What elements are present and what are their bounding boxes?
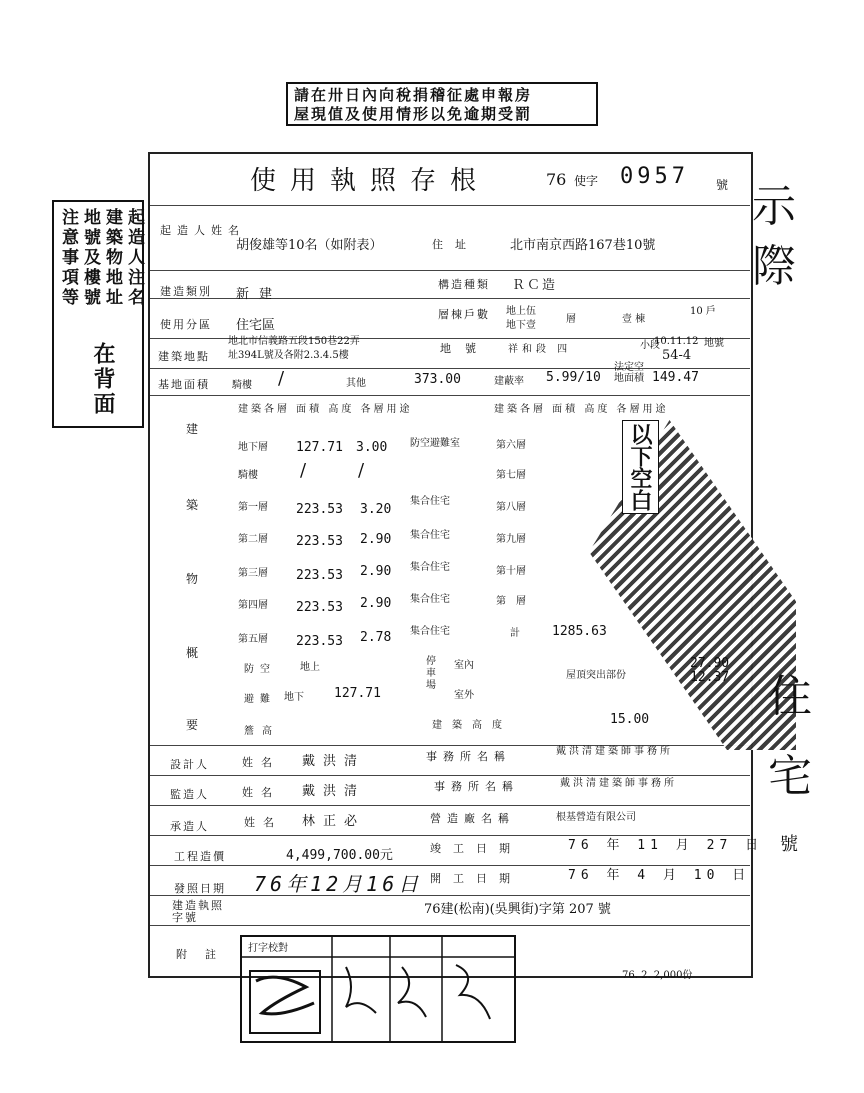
- floor-height: 3.20: [360, 502, 392, 517]
- designer-name-label: 姓名: [242, 756, 280, 769]
- floor-height: 2.90: [360, 596, 392, 611]
- designer-label: 設計人: [170, 758, 209, 771]
- structure-value: ＲＣ造: [512, 278, 558, 293]
- rule: [150, 395, 750, 396]
- supervisor-name-label: 姓名: [242, 786, 280, 799]
- signature-stamp-block: [240, 935, 516, 1043]
- floors-unit: 層: [566, 314, 576, 325]
- lot-suffix: 地號: [704, 338, 724, 349]
- shelter-label-2: 避難: [244, 694, 276, 705]
- right-floor-name: 第 層: [496, 596, 526, 607]
- floor-area: 223.53: [296, 600, 343, 615]
- rule: [150, 270, 750, 271]
- build-type-label: 建造類別: [160, 285, 212, 298]
- contractor-firm-label: 營造廠名稱: [430, 812, 515, 825]
- designer-office: 戴洪清建築師事務所: [556, 746, 673, 757]
- side-notice-col-4: 注意事項等: [58, 208, 78, 308]
- page-title: 使用執照存根: [250, 166, 491, 196]
- parking-outside: 室外: [454, 690, 474, 701]
- license-prefix: 使字: [574, 174, 599, 188]
- floor-height: 2.78: [360, 630, 392, 645]
- other-label: 其他: [346, 378, 366, 389]
- adjacent-char-5: 號: [780, 834, 798, 855]
- roof-value-1: 27.90: [690, 656, 730, 671]
- notice-line-1: 請在卅日內向稅捐稽征處申報房: [294, 86, 533, 104]
- total-value: 1285.63: [552, 624, 607, 639]
- floors-label: 層棟戶數: [438, 308, 490, 321]
- floor-name: 第四層: [238, 600, 268, 611]
- floor-height: /: [358, 460, 365, 481]
- contractor-firm: 根基營造有限公司: [556, 812, 636, 823]
- shelter-label-1: 防空: [244, 664, 276, 675]
- license-suffix: 號: [716, 178, 729, 192]
- rule: [150, 205, 750, 206]
- shelter-above: 地上: [300, 662, 320, 673]
- contractor-name-label: 姓名: [244, 816, 282, 829]
- floor-name: 騎樓: [238, 470, 258, 481]
- floor-use: 集合住宅: [410, 530, 450, 541]
- adjacent-char-4: 宅: [768, 751, 812, 802]
- contractor-label: 承造人: [170, 820, 209, 833]
- floor-name: 第一層: [238, 502, 268, 513]
- owner-value: 胡俊雄等10名（如附表）: [236, 238, 383, 253]
- floor-area: 223.53: [296, 534, 343, 549]
- section-label-5: 要: [186, 718, 199, 732]
- floor-use: 集合住宅: [410, 496, 450, 507]
- floor-use: 集合住宅: [410, 626, 450, 637]
- right-floor-name: 第七層: [496, 470, 526, 481]
- parking-label: 停車場: [426, 656, 436, 691]
- right-floor-name: 第十層: [496, 566, 526, 577]
- build-type-value: 新建: [236, 287, 283, 302]
- right-floor-name: 第六層: [496, 440, 526, 451]
- floor-height: 2.90: [360, 532, 392, 547]
- typist-label: 打字校對: [248, 943, 288, 954]
- right-floor-name: 第八層: [496, 502, 526, 513]
- rule: [150, 925, 750, 926]
- floors-above: 地上伍: [506, 306, 536, 317]
- notice-line-2: 屋現值及使用情形以免逾期受罰: [294, 105, 533, 123]
- floor-use: 防空避難室: [410, 438, 460, 449]
- supervisor-name: 戴洪清: [302, 784, 366, 799]
- floor-area: 223.53: [296, 568, 343, 583]
- floor-area: 223.53: [296, 634, 343, 649]
- location-value: 地北市信義路五段150巷22弄: [228, 336, 360, 347]
- open-area-label: 法定空地面積: [614, 362, 644, 384]
- remarks-label: 附註: [176, 948, 234, 961]
- floor-height: 3.00: [356, 440, 388, 455]
- designer-office-label: 事務所名稱: [426, 750, 511, 763]
- permit-label: 建造執照字號: [172, 899, 224, 924]
- rule: [150, 368, 750, 369]
- supervisor-office-label: 事務所名稱: [434, 780, 519, 793]
- floor-name: 地下層: [238, 442, 268, 453]
- license-year: 76: [546, 170, 567, 189]
- designer-name: 戴洪清: [302, 754, 366, 769]
- adjacent-char-2: 際: [752, 241, 796, 292]
- buildings-count: 壹 棟: [622, 314, 646, 325]
- lot-number: 54-4: [662, 348, 692, 363]
- floor-height: 2.90: [360, 564, 392, 579]
- total-label: 計: [510, 628, 520, 639]
- building-height-value: 15.00: [610, 712, 650, 727]
- floor-area: 223.53: [296, 502, 343, 517]
- start-date: 76 年 4 月 10 日: [568, 868, 751, 883]
- open-area-value: 149.47: [652, 370, 699, 385]
- issue-date: 76年12月16日: [254, 872, 423, 896]
- roof-value-2: 12.37: [690, 670, 730, 685]
- coverage-value: 5.99/10: [546, 370, 601, 385]
- supervisor-office: 戴洪清建築師事務所: [560, 778, 677, 789]
- cost-label: 工程造價: [174, 850, 226, 863]
- lot-value: 祥和段 四: [508, 344, 572, 355]
- roof-label: 屋頂突出部份: [566, 670, 626, 681]
- floor-name: 第三層: [238, 568, 268, 579]
- lot-label: 地號: [440, 342, 490, 355]
- floor-use: 集合住宅: [410, 594, 450, 605]
- location-value-2: 址394L號及各附2.3.4.5樓: [228, 350, 349, 361]
- eave-label: 簷高: [244, 726, 280, 737]
- blank-stamp: 以下空白: [622, 420, 659, 514]
- right-floor-name: 第九層: [496, 534, 526, 545]
- adjacent-char-1: 示: [752, 181, 796, 232]
- blank-slash: /: [278, 368, 285, 389]
- zone-value: 住宅區: [236, 318, 276, 333]
- issue-label: 發照日期: [174, 882, 226, 895]
- shelter-below-value: 127.71: [334, 686, 381, 701]
- building-height-label: 建築高度: [432, 720, 512, 731]
- arcade-label: 騎樓: [232, 380, 252, 391]
- zone-label: 使用分區: [160, 318, 212, 331]
- parking-inside: 室內: [454, 660, 474, 671]
- floors-below: 地下壹: [506, 320, 536, 331]
- side-notice-col-3: 地號及樓號: [80, 208, 100, 308]
- address-value: 北市南京西路167巷10號: [510, 238, 656, 253]
- location-label: 建築地點: [158, 350, 210, 363]
- column-header-right: 建築各層 面積 高度 各層用途: [494, 404, 669, 415]
- license-number: 0957: [620, 164, 689, 189]
- permit-value: 76建(松南)(吳興街)字第 207 號: [424, 902, 611, 917]
- rule: [150, 805, 750, 806]
- owner-label: 起造人姓名: [160, 224, 245, 237]
- side-notice: [52, 200, 144, 428]
- shelter-below: 地下: [284, 692, 304, 703]
- adjacent-page-edge: [748, 150, 864, 870]
- rule: [150, 895, 750, 896]
- cost-value: 4,499,700.00元: [286, 848, 393, 863]
- coverage-label: 建蔽率: [494, 376, 524, 387]
- area-label: 基地面積: [158, 378, 210, 391]
- floor-use: 集合住宅: [410, 562, 450, 573]
- side-notice-stamp: 在背面: [90, 342, 116, 417]
- floor-area: 127.71: [296, 440, 343, 455]
- completion-label: 竣工日期: [430, 842, 522, 855]
- completion-date: 76 年 11 月 27 日: [568, 838, 764, 853]
- footer-code: 76. 2. 2,000份: [622, 970, 693, 981]
- lot-section: 小段: [640, 340, 660, 351]
- side-notice-col-2: 建築物地址: [102, 208, 122, 308]
- adjacent-char-3: 住: [768, 671, 812, 722]
- floor-name: 第五層: [238, 634, 268, 645]
- section-label-3: 物: [186, 572, 199, 586]
- supervisor-label: 監造人: [170, 788, 209, 801]
- start-label: 開工日期: [430, 872, 522, 885]
- address-label: 住址: [432, 238, 478, 251]
- notice-stamp: [286, 82, 598, 126]
- section-label-2: 築: [186, 498, 199, 512]
- floor-area: /: [300, 460, 307, 481]
- floor-name: 第二層: [238, 534, 268, 545]
- contractor-name: 林正必: [302, 814, 366, 829]
- section-label-1: 建: [186, 422, 199, 436]
- structure-label: 構造種類: [438, 278, 490, 291]
- column-header-left: 建築各層 面積 高度 各層用途: [238, 404, 413, 415]
- other-value: 373.00: [414, 372, 461, 387]
- lot-nums: 10.11.12: [654, 336, 699, 347]
- households-count: 10 戶: [690, 306, 716, 317]
- side-notice-col-1: 起造人注名: [124, 208, 144, 308]
- section-label-4: 概: [186, 646, 199, 660]
